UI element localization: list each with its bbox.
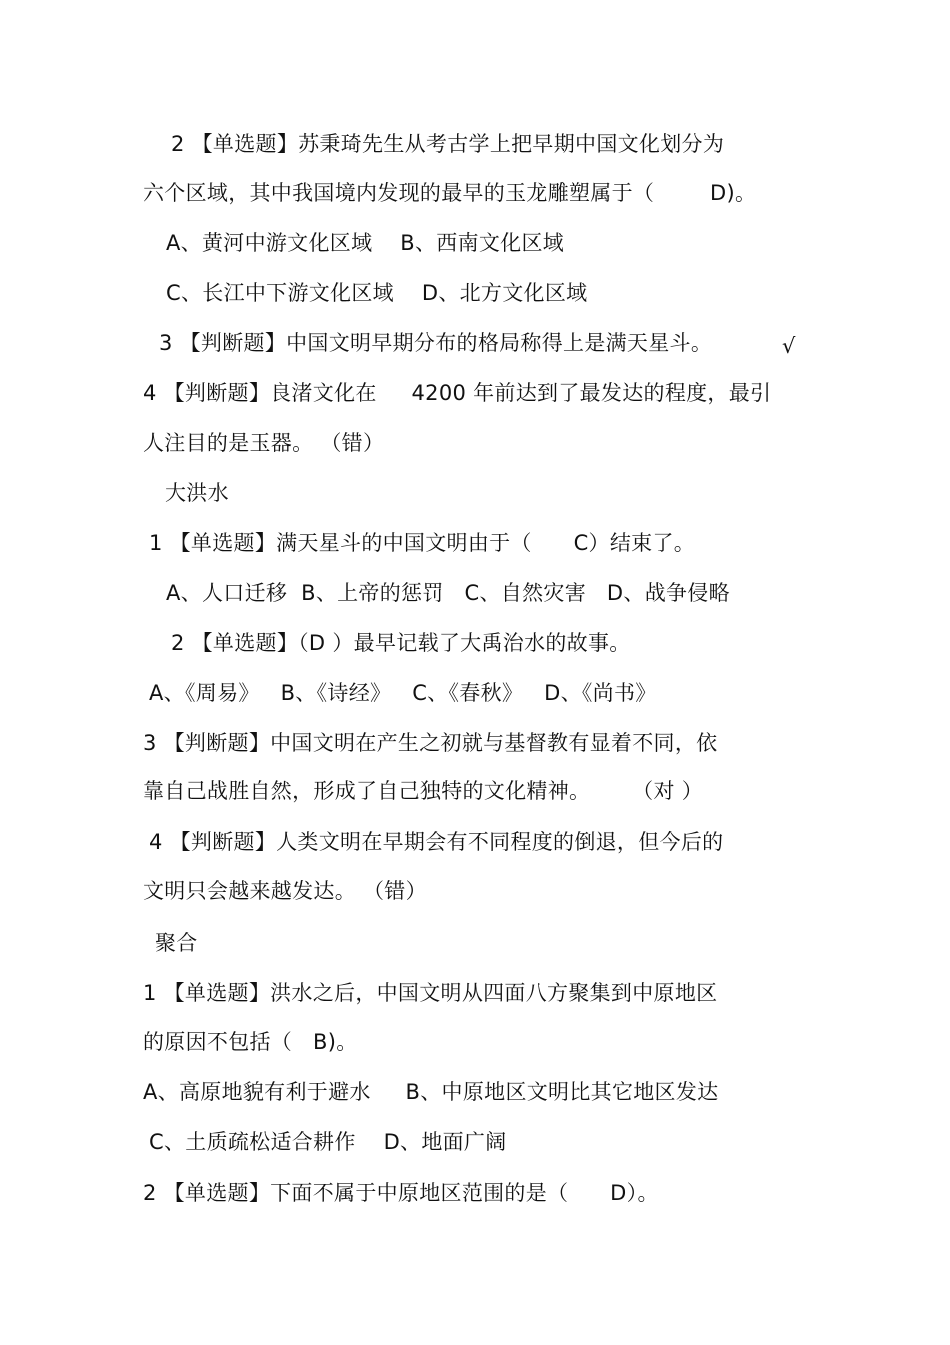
conv-q2-single-choice: 2 【单选题】下面不属于中原地区范围的是（ D）。 [143,1181,659,1205]
conv-q1-single-choice-cont: 的原因不包括（ B)。 [143,1030,358,1054]
flood-q2-single-choice: 2 【单选题】（D ）最早记载了大禹治水的故事。 [171,631,631,655]
q4-true-false-cont: 人注目的是玉器。 （错） [143,431,385,455]
flood-q1-single-choice: 1 【单选题】满天星斗的中国文明由于（ C）结束了。 [149,531,696,555]
q2-single-choice-stem-cont: 六个区域，其中我国境内发现的最早的玉龙雕塑属于（ D)。 [143,181,757,205]
section-heading-flood: 大洪水 [165,481,229,505]
conv-q1-options-cd: C、土质疏松适合耕作 D、地面广阔 [149,1130,507,1154]
conv-q1-single-choice: 1 【单选题】洪水之后，中国文明从四面八方聚集到中原地区 [143,981,718,1005]
q4-true-false: 4 【判断题】良渚文化在 4200 年前达到了最发达的程度，最引 [143,381,772,405]
q3-answer-check: √ [782,334,796,358]
conv-q1-options-ab: A、高原地貌有利于避水 B、中原地区文明比其它地区发达 [143,1080,719,1104]
flood-q2-options: A、《周易》 B、《诗经》 C、《春秋》 D、《尚书》 [149,681,657,705]
flood-q4-true-false-cont: 文明只会越来越发达。 （错） [143,879,427,903]
q3-true-false: 3 【判断题】中国文明早期分布的格局称得上是满天星斗。 [159,331,713,355]
flood-q3-true-false-cont: 靠自己战胜自然，形成了自己独特的文化精神。 （对 ） [143,779,704,803]
section-heading-convergence: 聚合 [155,931,198,955]
q2-options-ab: A、黄河中游文化区域 B、西南文化区域 [166,231,565,255]
flood-q4-true-false: 4 【判断题】人类文明在早期会有不同程度的倒退，但今后的 [149,830,724,854]
q2-single-choice-stem: 2 【单选题】苏秉琦先生从考古学上把早期中国文化划分为 [171,132,725,156]
flood-q3-true-false: 3 【判断题】中国文明在产生之初就与基督教有显着不同，依 [143,731,718,755]
q2-options-cd: C、长江中下游文化区域 D、北方文化区域 [166,281,588,305]
flood-q1-options: A、人口迁移 B、上帝的惩罚 C、自然灾害 D、战争侵略 [166,581,730,605]
